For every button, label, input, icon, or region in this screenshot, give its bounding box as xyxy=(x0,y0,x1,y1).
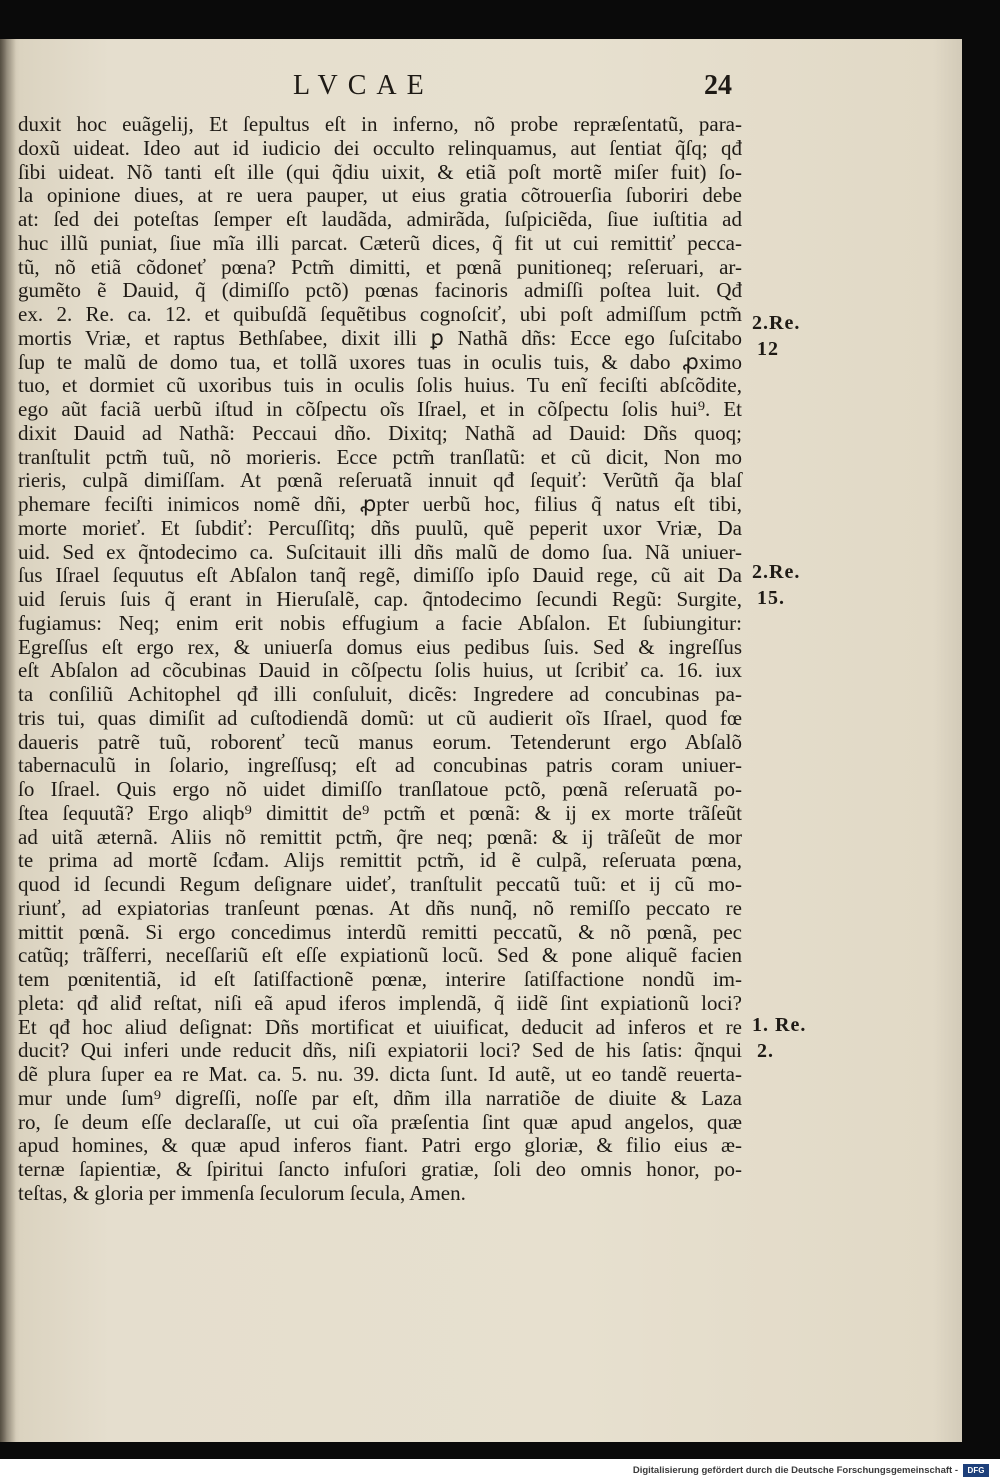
book-page xyxy=(0,39,962,1442)
margin-note xyxy=(752,310,800,362)
text-line: quod id ſecundi Regum deſignare uideť, tranſtulit peccatũ tuũ: et ij cũ mo- xyxy=(18,872,742,896)
text-line: catũq; trãſferri, neceſſariũ eſt eſſe expiationũ locũ. Sed & pone aliquẽ facien xyxy=(18,943,742,968)
text-line: dixit Dauid ad Nathã: Peccaui dño. Dixitq; Nathã ad Dauid: Dñs quoq; xyxy=(18,420,742,445)
text-line: ro, ſe deum eſſe declaraſſe, ut cui oĩa præſentia ſint quæ apud angelos, quæ xyxy=(18,1109,742,1134)
binding-gutter-shadow xyxy=(0,39,16,1442)
text-line: rieris, culpã dimiſſam. At pœnã reſeruatã innuit qđ ſequiť: Verũtñ q̃a blaſ xyxy=(18,468,742,493)
text-line: tris tui, quas dimiſit ad cuſtodiendã domũ: ut cũ audierit oĩs Iſrael, quod fœ xyxy=(18,705,742,730)
text-line: la opinione diues, at re uera pauper, ut eius gratia cõtrouerſia ſuboriri debe xyxy=(18,183,742,208)
text-line: te prima ad mortẽ ſcđam. Alijs remittit pctm̃, id ẽ culpã, reſeruata pœna, xyxy=(18,848,742,873)
page-number: 24 xyxy=(704,70,732,101)
text-line: uid. Sed ex q̃ntodecimo ca. Suſcitauit illi dñs malũ de domo ſua. Nã uniuer- xyxy=(18,539,742,564)
text-line: tuo, et dormiet cũ uxoribus tuis in oculis ſolis huius. Tu enĩ feciſti abſcõdite, xyxy=(18,373,742,398)
text-line: Egreſſus eſt ergo rex, & uniuerſa domus eius pedibus ſuis. Sed & ingreſſus xyxy=(18,634,742,659)
text-line: pleta: qđ aliđ reſtat, niſi eã apud iferos implendã, q̃ iidẽ ſint expiationũ loci? xyxy=(18,990,742,1015)
text-line: phemare feciſti inimicos nomẽ dñi, ꝓpter uerbũ hoc, filius q̃ natus eſt tibi, xyxy=(18,492,742,516)
text-line: ſus Iſrael ſequutus eſt Abſalon tanq̃ regẽ, dimiſſo ipſo Dauid rege, cũ ait Da xyxy=(18,563,742,588)
text-line: ſibi uideat. Nõ tanti eſt ille (qui q̃diu uixit, & etiã poſt mortẽ miſer fuit) ſo- xyxy=(18,159,742,184)
funding-credit: Digitalisierung gefördert durch die Deutsche Forschungsgemeinschaft - xyxy=(632,1465,958,1476)
text-line: tũ, nõ etiã cõdoneť pœna? Pctm̃ dimitti, et pœnã punitioneq; reſeruari, ar- xyxy=(18,254,742,279)
text-line: ex. 2. Re. ca. 12. et quibuſdã ſequẽtibus cognoſciť, ubi poſt admiſſum pctm̃ xyxy=(18,302,742,326)
text-line: at: ſed dei poteſtas ſemper eſt laudãda, admirãda, ſuſpiciẽda, ſiue iuſtitia ad xyxy=(18,207,742,231)
text-line: ternæ ſapientiæ, & ſpiritui ſancto infuſori gratiæ, ſoli deo omnis honor, po- xyxy=(18,1157,742,1181)
margin-note-chapter: 2. xyxy=(757,1040,774,1062)
text-line: ta conſiliũ Achitophel qđ illi conſuluit, dicẽs: Ingredere ad concubinas pa- xyxy=(18,682,742,706)
margin-note xyxy=(752,1012,806,1064)
body-text xyxy=(18,113,742,1206)
text-line: ſo Iſrael. Quis ergo nõ uidet dimiſſo tranſlatoue pctõ, pœnã reſeruatã po- xyxy=(18,777,742,801)
margin-note-reference: 2.Re. xyxy=(752,561,801,583)
running-head: LVCAE xyxy=(293,70,434,101)
margin-note xyxy=(752,559,800,611)
text-line: uid ſeruis ſuis q̃ erant in Hieruſalẽ, cap. q̃ntodecimo ſecundi Regũ: Surgite, xyxy=(18,587,742,611)
text-line: doxũ uideat. Ideo aut id iudicio dei occulto relinquamus, aut ſentiat q̃ſq; qđ xyxy=(18,135,742,160)
text-line: huc illũ puniat, ſiue mĩa illi parcat. Cæterũ dices, q̃ fit ut cui remittiť pecca- xyxy=(18,230,742,255)
text-line: mortis Vriæ, et raptus Bethſabee, dixit illi ꝑ Nathã dñs: Ecce ego ſuſcitabo xyxy=(18,325,742,350)
digitization-footer xyxy=(0,1459,1000,1482)
text-line: ſtea ſequutã? Ergo aliqb⁹ dimittit de⁹ pctm̃ et pœnã: & ij ex morte trãſeũt xyxy=(18,800,742,825)
margin-note-chapter: 12 xyxy=(757,338,779,360)
text-line: mittit pœnã. Si ergo concedimus interdũ remitti peccatũ, & nõ pœnã, pec xyxy=(18,919,742,944)
text-line: ducit? Qui inferi unde reducit dñs, niſi expiatorii loci? Sed de his ſatis: q̃nqui xyxy=(18,1038,742,1063)
text-line: ego aũt faciã uerbũ iſtud in cõſpectu oĩs Iſrael, et in cõſpectu ſolis hui⁹. Et xyxy=(18,397,742,421)
text-line: ad uitã æternã. Aliis nõ remittit pctm̃, q̃re neq; pœnã: & ij trãſeũt de mor xyxy=(18,824,742,849)
text-line: fugiamus: Neq; enim erit nobis effugium a facie Abſalon. Et ſubiungitur: xyxy=(18,610,742,635)
text-line: morte morieť. Et ſubdiť: Percuſſitq; dñs puulũ, quẽ peperit uxor Vriæ, Da xyxy=(18,515,742,540)
text-line: tem pœnitentiã, id eſt ſatiſfactionẽ pœnæ, interire ſatiſfactione nondũ im- xyxy=(18,967,742,991)
text-line: teſtas, & gloria per immenſa ſeculorum ſecula, Amen. xyxy=(18,1180,466,1205)
text-line: tranſtulit pctm̃ tuũ, nõ morieris. Ecce pctm̃ tranſlatũ: et cũ dicit, Non mo xyxy=(18,444,742,469)
text-line: Et qđ hoc aliud deſignat: Dñs mortificat et uiuificat, deducit ad inferos et re xyxy=(18,1014,742,1039)
margin-note-reference: 2.Re. xyxy=(752,312,801,334)
margin-note-chapter: 15. xyxy=(757,587,785,609)
text-line: duxit hoc euãgelij, Et ſepultus eſt in inferno, nõ probe repræſentatũ, para- xyxy=(18,112,742,136)
text-line: dẽ plura ſuper ea re Mat. ca. 5. nu. 39. dicta ſunt. Id autẽ, ut eo tandẽ reuerta- xyxy=(18,1062,742,1086)
text-line: apud homines, & quæ apud inferos fiant. Patri ergo gloriæ, & filio eius æ- xyxy=(18,1133,742,1158)
text-line: mur unde ſum⁹ digreſſi, noſſe par eſt, dñm illa narratiõe de diuite & Laza xyxy=(18,1085,742,1110)
dfg-logo: DFG xyxy=(963,1464,989,1477)
text-line: gumẽto ẽ Dauid, q̃ (dimiſſo pctõ) pœnas facinoris admiſſi poſtea luit. Qđ xyxy=(18,278,742,303)
text-line: ſup te malũ de domo tua, et tollã uxores tuas in oculis tuis, & dabo ꝓximo xyxy=(18,349,742,374)
margin-note-reference: 1. Re. xyxy=(752,1014,807,1036)
text-line: eſt Abſalon ad cõcubinas Dauid in cõſpectu ſolis huius, ut ſcribiť ca. 16. iux xyxy=(18,658,742,683)
text-line: riunť, ad expiatorias tranſeunt pœnas. At dñs nunq̃, nõ remiſſo peccato re xyxy=(18,895,742,920)
text-line: tabernaculũ in ſolario, ingreſſusq; eſt ad concubinas patris coram uniuer- xyxy=(18,753,742,778)
text-line: daueris patrẽ tuũ, roborenť tecũ manus eorum. Tetenderunt ergo Abſalõ xyxy=(18,729,742,754)
